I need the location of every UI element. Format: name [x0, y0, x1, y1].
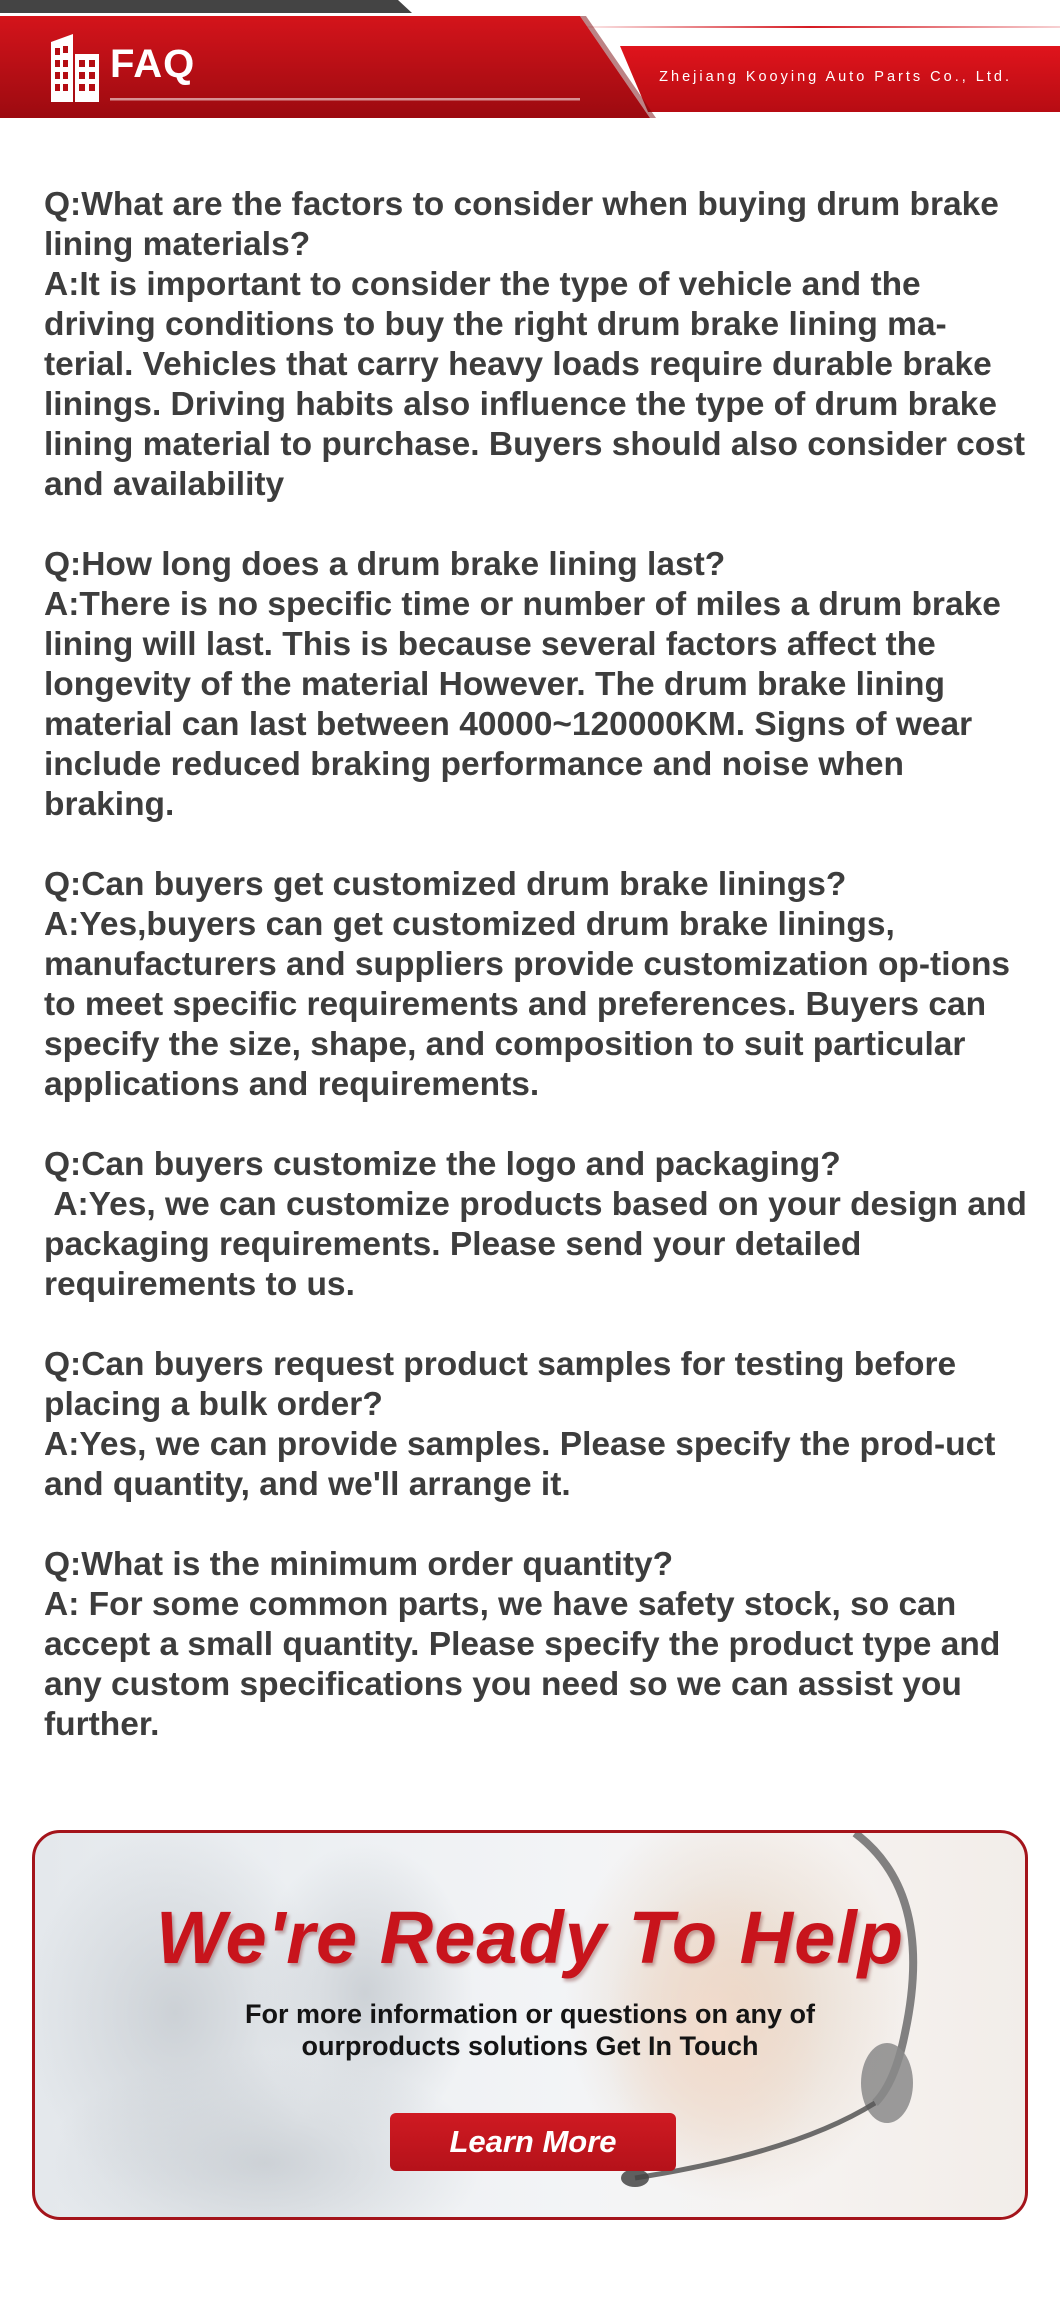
faq-question: Q:Can buyers request product samples for testing before placing a bulk order?: [44, 1346, 957, 1423]
faq-answer: A:Yes, we can provide samples. Please specify the prod-uct and quantity, and we'll arrange it.: [44, 1426, 996, 1503]
cta-subtitle: [35, 1998, 1025, 2062]
faq-item: [44, 1145, 1037, 1305]
cta-subtitle-line: ourproducts solutions Get In Touch: [301, 2031, 759, 2061]
faq-answer: A: For some common parts, we have safety stock, so can accept a small quantity. Please specify the product type and any custom specifications you need so we can assist you further.: [44, 1586, 1001, 1743]
cta-heading: We're Ready To Help: [155, 1896, 904, 1979]
faq-answer: A:Yes, we can customize products based on your design and packaging requirements. Please send your detailed requirements to us.: [44, 1186, 1037, 1303]
faq-item: [44, 1545, 1034, 1745]
header-banner: [0, 0, 1060, 130]
faq-question: Q:Can buyers get customized drum brake linings?: [44, 866, 847, 903]
faq-answer: A:There is no specific time or number of miles a drum brake lining will last. This is because several factors affect the longevity of the material However. The drum brake lining material can last between 40000~120000KM. Signs of wear include reduced braking performance and noise when braking.: [44, 586, 1001, 823]
faq-question: Q:Can buyers customize the logo and packaging?: [44, 1146, 841, 1183]
faq-list: [44, 185, 1037, 1785]
faq-answer: A:Yes,buyers can get customized drum brake linings, manufacturers and suppliers provide customization op-tions to meet specific requirements and preferences. Buyers can specify the size, shape, and composition to suit particular applications and requirements.: [44, 906, 1011, 1103]
faq-item: [44, 185, 1034, 505]
faq-question: Q:What are the factors to consider when buying drum brake lining materials?: [44, 186, 999, 263]
faq-item: [44, 545, 1034, 825]
contact-banner: [32, 1830, 1028, 2220]
faq-answer: A:It is important to consider the type of vehicle and the driving conditions to buy the right drum brake lining ma-terial. Vehicles that carry heavy loads require durable brake linings. Driving habits also influence the type of drum brake lining material to purchase. Buyers should also consider cost and availability: [44, 266, 1026, 503]
faq-item: [44, 1345, 1034, 1505]
faq-question: Q:What is the minimum order quantity?: [44, 1546, 674, 1583]
faq-question: Q:How long does a drum brake lining last?: [44, 546, 726, 583]
learn-more-button[interactable]: Learn More: [390, 2113, 676, 2171]
page-title: FAQ: [110, 42, 196, 86]
company-name: Zhejiang Kooying Auto Parts Co., Ltd.: [659, 69, 1012, 85]
faq-item: [44, 865, 1034, 1105]
cta-subtitle-line: For more information or questions on any of: [244, 1999, 816, 2029]
building-icon: [49, 34, 101, 102]
